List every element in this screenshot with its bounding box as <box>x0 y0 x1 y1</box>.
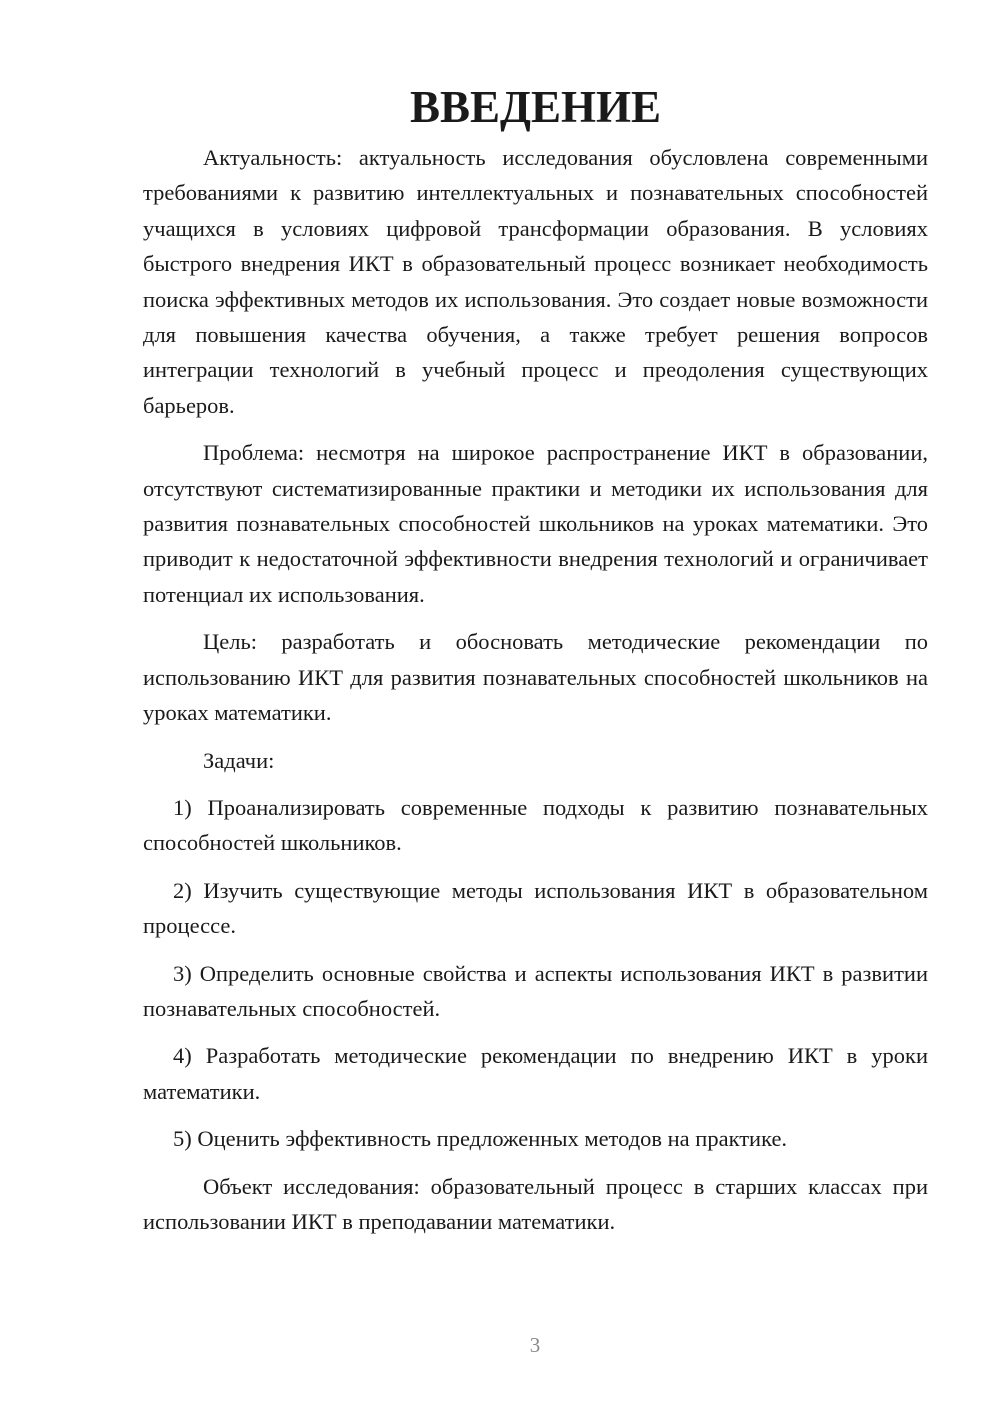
object-paragraph: Объект исследования: образовательный процесс в старших классах при использовании ИКТ в преподавании математики. <box>143 1173 928 1234</box>
page-number: 3 <box>529 1333 541 1357</box>
task-item-3: 3) Определить основные свойства и аспекты использования ИКТ в развитии познавательных способностей. <box>143 960 928 1021</box>
relevance-paragraph: Актуальность: актуальность исследования обусловлена современными требованиями к развитию интеллектуальных и познавательных способностей учащихся в условиях цифровой трансформации образования. В условиях быстрого внедрения ИКТ в образовательный процесс возникает необходимость поиска эффективных методов их использования. Это создает новые возможности для повышения качества обучения, а также требует решения вопросов интеграции технологий в учебный процесс и преодоления существующих барьеров. <box>143 145 928 418</box>
goal-paragraph: Цель: разработать и обосновать методические рекомендации по использованию ИКТ для развития познавательных способностей школьников на уроках математики. <box>143 629 928 726</box>
tasks-label: Задачи: <box>203 747 275 773</box>
document-page <box>143 82 928 1251</box>
problem-paragraph: Проблема: несмотря на широкое распространение ИКТ в образовании, отсутствуют систематизированные практики и методики их использования для развития познавательных способностей школьников на уроках математики. Это приводит к недостаточной эффективности внедрения технологий и ограничивает потенциал их использования. <box>143 440 928 607</box>
section-heading: ВВЕДЕНИЕ <box>409 82 662 132</box>
task-item-1: 1) Проанализировать современные подходы к развитию познавательных способностей школьников. <box>143 794 928 856</box>
task-item-2: 2) Изучить существующие методы использования ИКТ в образовательном процессе. <box>143 877 928 939</box>
task-item-4: 4) Разработать методические рекомендации по внедрению ИКТ в уроки математики. <box>143 1043 928 1104</box>
task-item-5: 5) Оценить эффективность предложенных методов на практике. <box>173 1126 788 1152</box>
